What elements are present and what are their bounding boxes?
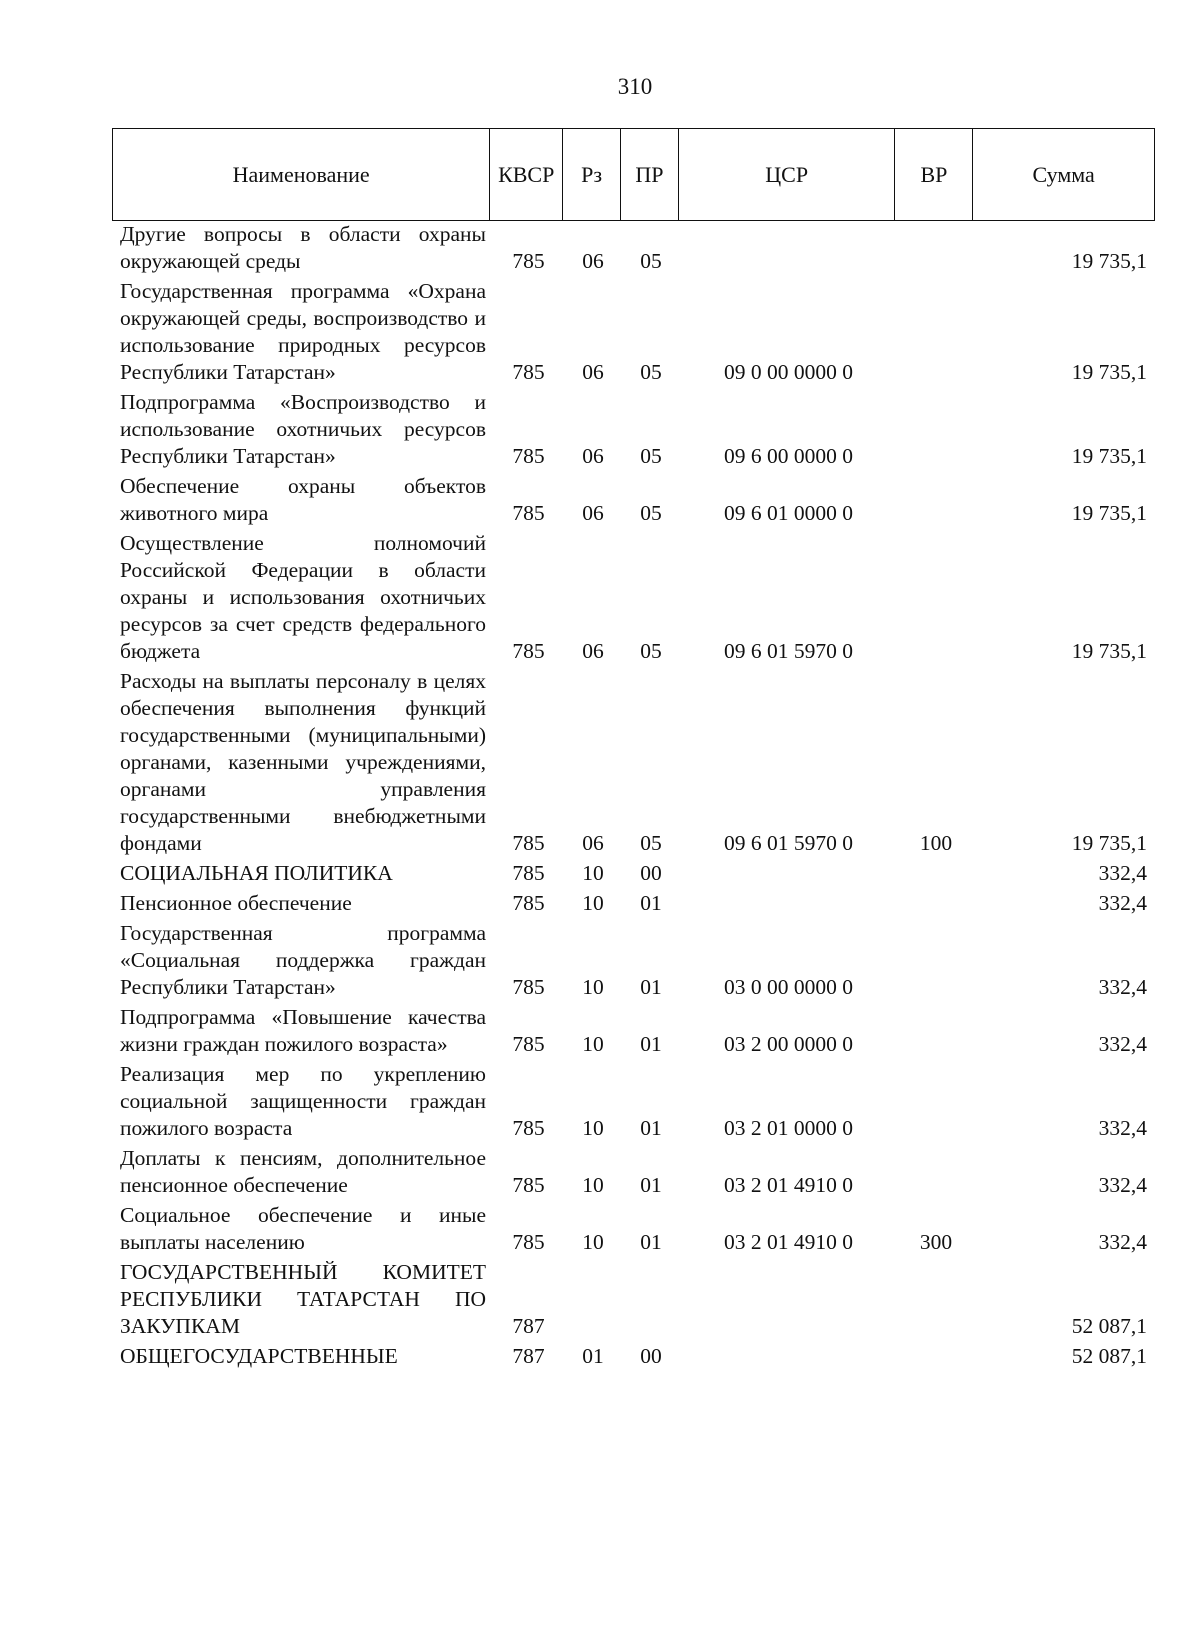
row-kvsr: 785	[512, 1230, 545, 1254]
row-rz: 10	[582, 975, 604, 999]
table-row	[112, 530, 1155, 665]
row-rz: 10	[582, 1230, 604, 1254]
header-rz: Рз	[563, 129, 621, 220]
table-row	[112, 1259, 1155, 1340]
table-row	[112, 1061, 1155, 1142]
row-kvsr: 787	[512, 1344, 545, 1368]
row-csr: 03 2 01 0000 0	[724, 1116, 853, 1140]
header-kvsr: КВСР	[490, 129, 563, 220]
row-name: Реализация мер по укреплению социальной защищенности граждан пожилого возраста	[120, 1062, 486, 1140]
row-sum: 52 087,1	[1071, 1314, 1147, 1338]
row-sum: 332,4	[1098, 861, 1147, 885]
row-name: Социальное обеспечение и иные выплаты населению	[120, 1203, 486, 1254]
row-sum: 19 735,1	[1071, 831, 1147, 855]
row-pr: 00	[640, 861, 662, 885]
table-row	[112, 1145, 1155, 1199]
row-rz: 06	[582, 639, 604, 663]
row-kvsr: 785	[512, 975, 545, 999]
row-pr: 05	[640, 249, 662, 273]
row-name: Подпрограмма «Повышение качества жизни граждан пожилого возраста»	[120, 1005, 486, 1056]
row-sum: 19 735,1	[1071, 360, 1147, 384]
row-pr: 05	[640, 639, 662, 663]
row-csr: 09 0 00 0000 0	[724, 360, 853, 384]
row-rz: 06	[582, 501, 604, 525]
table-row	[112, 1343, 1155, 1370]
row-name: ГОСУДАРСТВЕННЫЙ КОМИТЕТ РЕСПУБЛИКИ ТАТАРСТАН ПО ЗАКУПКАМ	[120, 1260, 486, 1338]
row-kvsr: 785	[512, 891, 545, 915]
row-sum: 19 735,1	[1071, 249, 1147, 273]
row-vr: 300	[919, 1230, 953, 1254]
row-rz: 06	[582, 831, 604, 855]
row-kvsr: 785	[512, 831, 545, 855]
table-header	[112, 128, 1155, 221]
row-rz: 06	[582, 360, 604, 384]
row-sum: 19 735,1	[1071, 444, 1147, 468]
row-pr: 00	[640, 1344, 662, 1368]
row-pr: 05	[640, 831, 662, 855]
header-name: Наименование	[113, 129, 490, 220]
row-name: Пенсионное обеспечение	[120, 891, 352, 915]
row-name: Осуществление полномочий Российской Федерации в области охраны и использования охотничьих ресурсов за счет средств федерального бюджета	[120, 531, 486, 663]
row-rz: 10	[582, 1173, 604, 1197]
row-csr: 09 6 01 5970 0	[724, 639, 853, 663]
row-vr: 100	[919, 831, 953, 855]
row-csr: 09 6 01 0000 0	[724, 501, 853, 525]
row-rz: 10	[582, 1032, 604, 1056]
row-kvsr: 785	[512, 1116, 545, 1140]
table-row	[112, 221, 1155, 275]
row-kvsr: 785	[512, 360, 545, 384]
table-row	[112, 920, 1155, 1001]
table-row	[112, 473, 1155, 527]
page-number: 310	[617, 74, 653, 99]
row-rz: 10	[582, 861, 604, 885]
row-kvsr: 785	[512, 1032, 545, 1056]
row-sum: 332,4	[1098, 1230, 1147, 1254]
row-csr: 03 2 01 4910 0	[724, 1230, 853, 1254]
row-name: Подпрограмма «Воспроизводство и использование охотничьих ресурсов Республики Татарстан»	[120, 390, 486, 468]
row-name: Другие вопросы в области охраны окружающей среды	[120, 222, 486, 273]
table-row	[112, 668, 1155, 857]
header-vr: ВР	[895, 129, 973, 220]
row-kvsr: 785	[512, 1173, 545, 1197]
row-rz: 10	[582, 1116, 604, 1140]
row-rz: 06	[582, 249, 604, 273]
row-pr: 01	[640, 1116, 662, 1140]
table-row	[112, 278, 1155, 386]
header-pr: ПР	[621, 129, 679, 220]
row-pr: 01	[640, 975, 662, 999]
row-sum: 332,4	[1098, 1173, 1147, 1197]
row-sum: 19 735,1	[1071, 501, 1147, 525]
row-sum: 332,4	[1098, 1116, 1147, 1140]
row-sum: 332,4	[1098, 1032, 1147, 1056]
row-kvsr: 785	[512, 249, 545, 273]
row-rz: 01	[582, 1344, 604, 1368]
row-sum: 332,4	[1098, 891, 1147, 915]
row-sum: 52 087,1	[1071, 1344, 1147, 1368]
row-pr: 05	[640, 501, 662, 525]
row-name: Расходы на выплаты персоналу в целях обеспечения выполнения функций государственными (муниципальными) органами, казенными учреждениями, органами управления государственными внебюджетными фондами	[120, 669, 486, 855]
table-row	[112, 389, 1155, 470]
row-kvsr: 785	[512, 444, 545, 468]
table-body	[112, 221, 1155, 1370]
header-csr: ЦСР	[679, 129, 896, 220]
row-csr: 03 0 00 0000 0	[724, 975, 853, 999]
table-row	[112, 860, 1155, 887]
row-sum: 19 735,1	[1071, 639, 1147, 663]
row-pr: 05	[640, 360, 662, 384]
row-kvsr: 785	[512, 639, 545, 663]
row-pr: 01	[640, 891, 662, 915]
row-sum: 332,4	[1098, 975, 1147, 999]
row-csr: 09 6 01 5970 0	[724, 831, 853, 855]
row-name: Государственная программа «Охрана окружающей среды, воспроизводство и использование природных ресурсов Республики Татарстан»	[120, 279, 486, 384]
row-csr: 03 2 01 4910 0	[724, 1173, 853, 1197]
row-rz: 06	[582, 444, 604, 468]
row-pr: 01	[640, 1173, 662, 1197]
row-name: СОЦИАЛЬНАЯ ПОЛИТИКА	[120, 861, 393, 885]
row-rz: 10	[582, 891, 604, 915]
row-kvsr: 785	[512, 501, 545, 525]
row-csr: 09 6 00 0000 0	[724, 444, 853, 468]
row-kvsr: 785	[512, 861, 545, 885]
row-kvsr: 787	[512, 1314, 545, 1338]
row-name: ОБЩЕГОСУДАРСТВЕННЫЕ	[120, 1344, 398, 1368]
row-pr: 01	[640, 1230, 662, 1254]
table-row	[112, 1004, 1155, 1058]
row-name: Государственная программа «Социальная поддержка граждан Республики Татарстан»	[120, 921, 486, 999]
row-name: Доплаты к пенсиям, дополнительное пенсионное обеспечение	[120, 1146, 486, 1197]
table-row	[112, 890, 1155, 917]
row-csr: 03 2 00 0000 0	[724, 1032, 853, 1056]
row-name: Обеспечение охраны объектов животного мира	[120, 474, 486, 525]
table-row	[112, 1202, 1155, 1256]
row-pr: 05	[640, 444, 662, 468]
header-sum: Сумма	[1032, 161, 1095, 187]
row-pr: 01	[640, 1032, 662, 1056]
